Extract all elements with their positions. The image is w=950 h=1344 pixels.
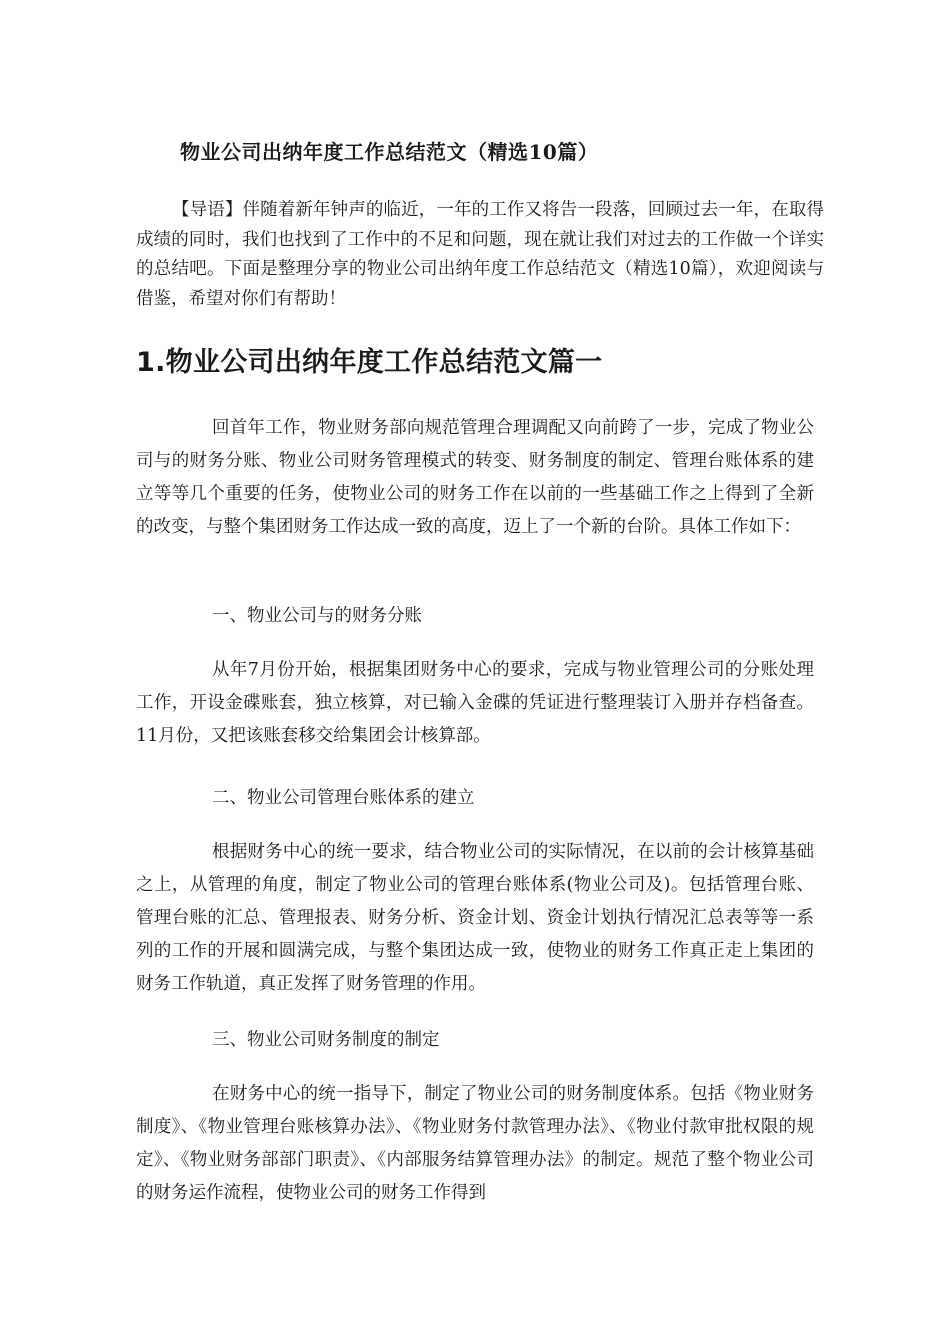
subheading-1: 一、物业公司与的财务分账 [212,606,422,626]
subheading-2: 二、物业公司管理台账体系的建立 [212,788,475,808]
body-paragraph-1: 回首年工作，物业财务部向规范管理合理调配又向前跨了一步，完成了物业公司与的财务分账、物业公司财务管理模式的转变、财务制度的制定、管理台账体系的建立等等几个重要的任务，使物业公司的财务工作在以前的一些基础工作之上得到了全新的改变，与整个集团财务工作达成一致的高度，迈上了一个新的台阶。具体工作如下： [136,418,814,537]
document-title: 物业公司出纳年度工作总结范文（精选10篇） [180,140,599,164]
body-paragraph-3: 根据财务中心的统一要求，结合物业公司的实际情况，在以前的会计核算基础之上，从管理的角度，制定了物业公司的管理台账体系(物业公司及)。包括管理台账、管理台账的汇总、管理报表、财务分析、资金计划、资金计划执行情况汇总表等等一系列的工作的开展和圆满完成，与整个集团达成一致，使物业的财务工作真正走上集团的财务工作轨道，真正发挥了财务管理的作用。 [136,842,814,994]
intro-paragraph: 【导语】伴随着新年钟声的临近，一年的工作又将告一段落，回顾过去一年，在取得成绩的同时，我们也找到了工作中的不足和问题，现在就让我们对过去的工作做一个详实的总结吧。下面是整理分享的物业公司出纳年度工作总结范文（精选10篇），欢迎阅读与借鉴，希望对你们有帮助！ [136,200,824,309]
subheading-3: 三、物业公司财务制度的制定 [212,1030,440,1050]
section-heading: 1.物业公司出纳年度工作总结范文篇一 [136,347,603,378]
body-paragraph-4: 在财务中心的统一指导下，制定了物业公司的财务制度体系。包括《物业财务制度》、《物业管理台账核算办法》、《物业财务付款管理办法》、《物业付款审批权限的规定》、《物业财务部部门职责》、《内部服务结算管理办法》的制定。规范了整个物业公司的财务运作流程，使物业公司的财务工作得到 [136,1084,814,1203]
body-paragraph-2: 从年7月份开始，根据集团财务中心的要求，完成与物业管理公司的分账处理工作，开设金碟账套，独立核算，对已输入金碟的凭证进行整理装订入册并存档备查。11月份，又把该账套移交给集团会计核算部。 [136,660,814,746]
